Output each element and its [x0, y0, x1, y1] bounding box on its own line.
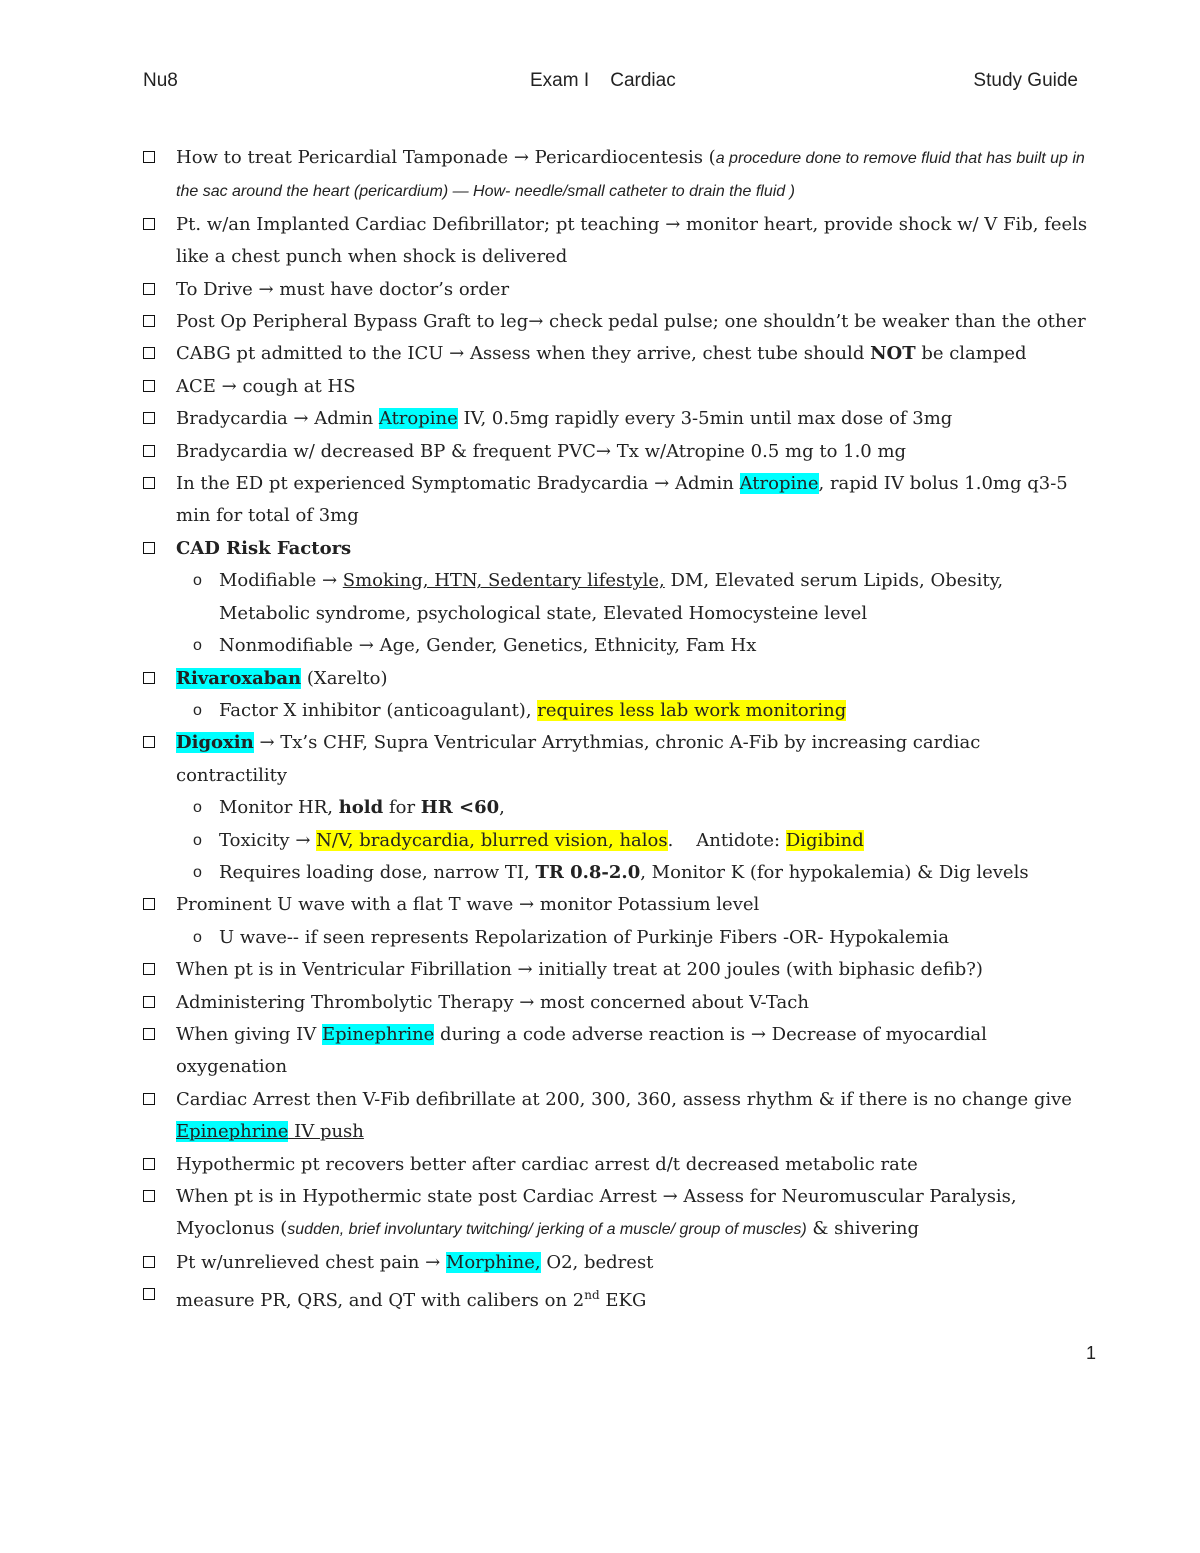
sub-list-item: o Modifiable → Smoking, HTN, Sedentary lifestyle, DM, Elevated serum Lipids, Obesity, Metabolic syndrome, psychological state, Elevated Homocysteine level	[143, 565, 1093, 630]
checkbox-icon[interactable]	[143, 347, 155, 359]
highlight-digoxin: Digoxin	[176, 732, 254, 754]
checkbox-icon[interactable]	[143, 1028, 155, 1040]
list-item: In the ED pt experienced Symptomatic Bradycardia → Admin Atropine, rapid IV bolus 1.0mg q3-5 min for total of 3mg	[143, 468, 1093, 533]
arrow-icon: →	[519, 894, 535, 916]
checkbox-icon[interactable]	[143, 1256, 155, 1268]
arrow-icon: →	[528, 311, 544, 333]
list-item: CABG pt admitted to the ICU → Assess when they arrive, chest tube should NOT be clamped	[143, 338, 1093, 370]
checkbox-icon[interactable]	[143, 1158, 155, 1170]
bullet-icon: o	[193, 831, 202, 849]
list-item: Rivaroxaban (Xarelto)	[143, 663, 1093, 695]
list-item: measure PR, QRS, and QT with calibers on 2nd EKG	[143, 1279, 1093, 1317]
list-item: Post Op Peripheral Bypass Graft to leg→ check pedal pulse; one shouldn’t be weaker than the other	[143, 306, 1093, 338]
sub-list-item: o Monitor HR, hold for HR <60,	[143, 792, 1093, 824]
checkbox-icon[interactable]	[143, 963, 155, 975]
sub-list-item: o U wave-- if seen represents Repolarization of Purkinje Fibers -OR- Hypokalemia	[143, 922, 1093, 954]
list-item: When giving IV Epinephrine during a code adverse reaction is → Decrease of myocardial oxygenation	[143, 1019, 1093, 1084]
arrow-icon: →	[293, 408, 309, 430]
sub-list-item: o Toxicity → N/V, bradycardia, blurred vision, halos. Antidote: Digibind	[143, 825, 1093, 857]
bullet-icon: o	[193, 799, 202, 817]
checkbox-icon[interactable]	[143, 445, 155, 457]
page-header	[143, 70, 1078, 100]
bullet-icon: o	[193, 572, 202, 590]
bullet-icon: o	[193, 701, 202, 719]
list-item: Administering Thrombolytic Therapy → most concerned about V-Tach	[143, 987, 1093, 1019]
checkbox-icon[interactable]	[143, 1093, 155, 1105]
arrow-icon: →	[449, 343, 465, 365]
sub-list-item: o Factor X inhibitor (anticoagulant), requires less lab work monitoring	[143, 695, 1093, 727]
list-item: Prominent U wave with a flat T wave → monitor Potassium level	[143, 889, 1093, 921]
highlight-rivaroxaban: Rivaroxaban	[176, 667, 302, 689]
list-item	[143, 533, 1093, 565]
bullet-icon: o	[193, 637, 202, 655]
checkbox-icon[interactable]	[143, 1288, 155, 1300]
checkbox-icon[interactable]	[143, 218, 155, 230]
arrow-icon: →	[258, 278, 274, 300]
checkbox-icon[interactable]	[143, 1190, 155, 1202]
study-guide-list	[143, 142, 1093, 1318]
sub-list-item: o Nonmodifiable → Age, Gender, Genetics, Ethnicity, Fam Hx	[143, 630, 1093, 662]
highlight-epinephrine: Epinephrine	[321, 1023, 435, 1045]
highlight-digibind: Digibind	[785, 829, 864, 851]
checkbox-icon[interactable]	[143, 996, 155, 1008]
highlight-morphine: Morphine,	[445, 1251, 541, 1273]
checkbox-icon[interactable]	[143, 315, 155, 327]
arrow-icon: →	[750, 1023, 766, 1045]
checkbox-icon[interactable]	[143, 283, 155, 295]
list-item: When pt is in Hypothermic state post Cardiac Arrest → Assess for Neuromuscular Paralysis, Myoclonus (sudden, brief involuntary twitching/ jerking of a muscle/ group of muscles) & shivering	[143, 1181, 1093, 1247]
header-exam-title: Exam I Cardiac	[530, 70, 676, 91]
checkbox-icon[interactable]	[143, 380, 155, 392]
list-item: Pt. w/an Implanted Cardiac Defibrillator; pt teaching → monitor heart, provide shock w/ V Fib, feels like a chest punch when shock is delivered	[143, 209, 1093, 274]
list-item: ACE → cough at HS	[143, 371, 1093, 403]
checkbox-icon[interactable]	[143, 542, 155, 554]
arrow-icon: →	[517, 959, 533, 981]
arrow-icon: →	[221, 375, 237, 397]
arrow-icon: →	[321, 570, 338, 592]
header-course: Nu8	[143, 70, 178, 91]
arrow-icon: →	[665, 213, 681, 235]
arrow-icon: →	[662, 1186, 678, 1207]
arrow-icon: →	[295, 829, 311, 851]
list-item: Digoxin → Tx’s CHF, Supra Ventricular Arrythmias, chronic A-Fib by increasing cardiac contractility	[143, 727, 1093, 792]
checkbox-icon[interactable]	[143, 412, 155, 424]
bullet-icon: o	[193, 863, 202, 881]
list-item: Pt w/unrelieved chest pain → Morphine, O2, bedrest	[143, 1247, 1093, 1279]
arrow-icon: →	[425, 1251, 441, 1273]
checkbox-icon[interactable]	[143, 477, 155, 489]
list-item: How to treat Pericardial Tamponade → Pericardiocentesis (a procedure done to remove fluid that has built up in the sac around the heart (pericardium) — How- needle/small catheter to drain the fluid )	[143, 142, 1093, 209]
bullet-icon: o	[193, 928, 202, 946]
checkbox-icon[interactable]	[143, 672, 155, 684]
arrow-icon: →	[259, 732, 275, 754]
arrow-icon: →	[654, 473, 670, 495]
arrow-icon: →	[595, 440, 611, 462]
highlight-lab-monitoring: requires less lab work monitoring	[537, 699, 847, 721]
section-heading: CAD Risk Factors	[176, 537, 352, 559]
highlight-toxicity-signs: N/V, bradycardia, blurred vision, halos	[316, 829, 668, 851]
list-item: When pt is in Ventricular Fibrillation → initially treat at 200 joules (with biphasic defib?)	[143, 954, 1093, 986]
checkbox-icon[interactable]	[143, 898, 155, 910]
highlight-atropine: Atropine	[739, 473, 819, 495]
list-item: Cardiac Arrest then V-Fib defibrillate at 200, 300, 360, assess rhythm & if there is no change give Epinephrine IV push	[143, 1084, 1093, 1149]
list-item: Hypothermic pt recovers better after cardiac arrest d/t decreased metabolic rate	[143, 1149, 1093, 1181]
list-item: To Drive → must have doctor’s order	[143, 274, 1093, 306]
arrow-icon: →	[513, 147, 529, 168]
arrow-icon: →	[358, 635, 374, 657]
highlight-epinephrine: Epinephrine	[176, 1121, 289, 1143]
checkbox-icon[interactable]	[143, 736, 155, 748]
list-item: Bradycardia → Admin Atropine IV, 0.5mg rapidly every 3-5min until max dose of 3mg	[143, 403, 1093, 435]
page-number: 1	[1086, 1343, 1097, 1363]
list-item: Bradycardia w/ decreased BP & frequent PVC→ Tx w/Atropine 0.5 mg to 1.0 mg	[143, 436, 1093, 468]
checkbox-icon[interactable]	[143, 151, 155, 163]
arrow-icon: →	[519, 991, 535, 1013]
header-study-guide: Study Guide	[973, 70, 1078, 91]
sub-list-item: o Requires loading dose, narrow TI, TR 0.8-2.0, Monitor K (for hypokalemia) & Dig levels	[143, 857, 1093, 889]
highlight-atropine: Atropine	[378, 408, 458, 430]
